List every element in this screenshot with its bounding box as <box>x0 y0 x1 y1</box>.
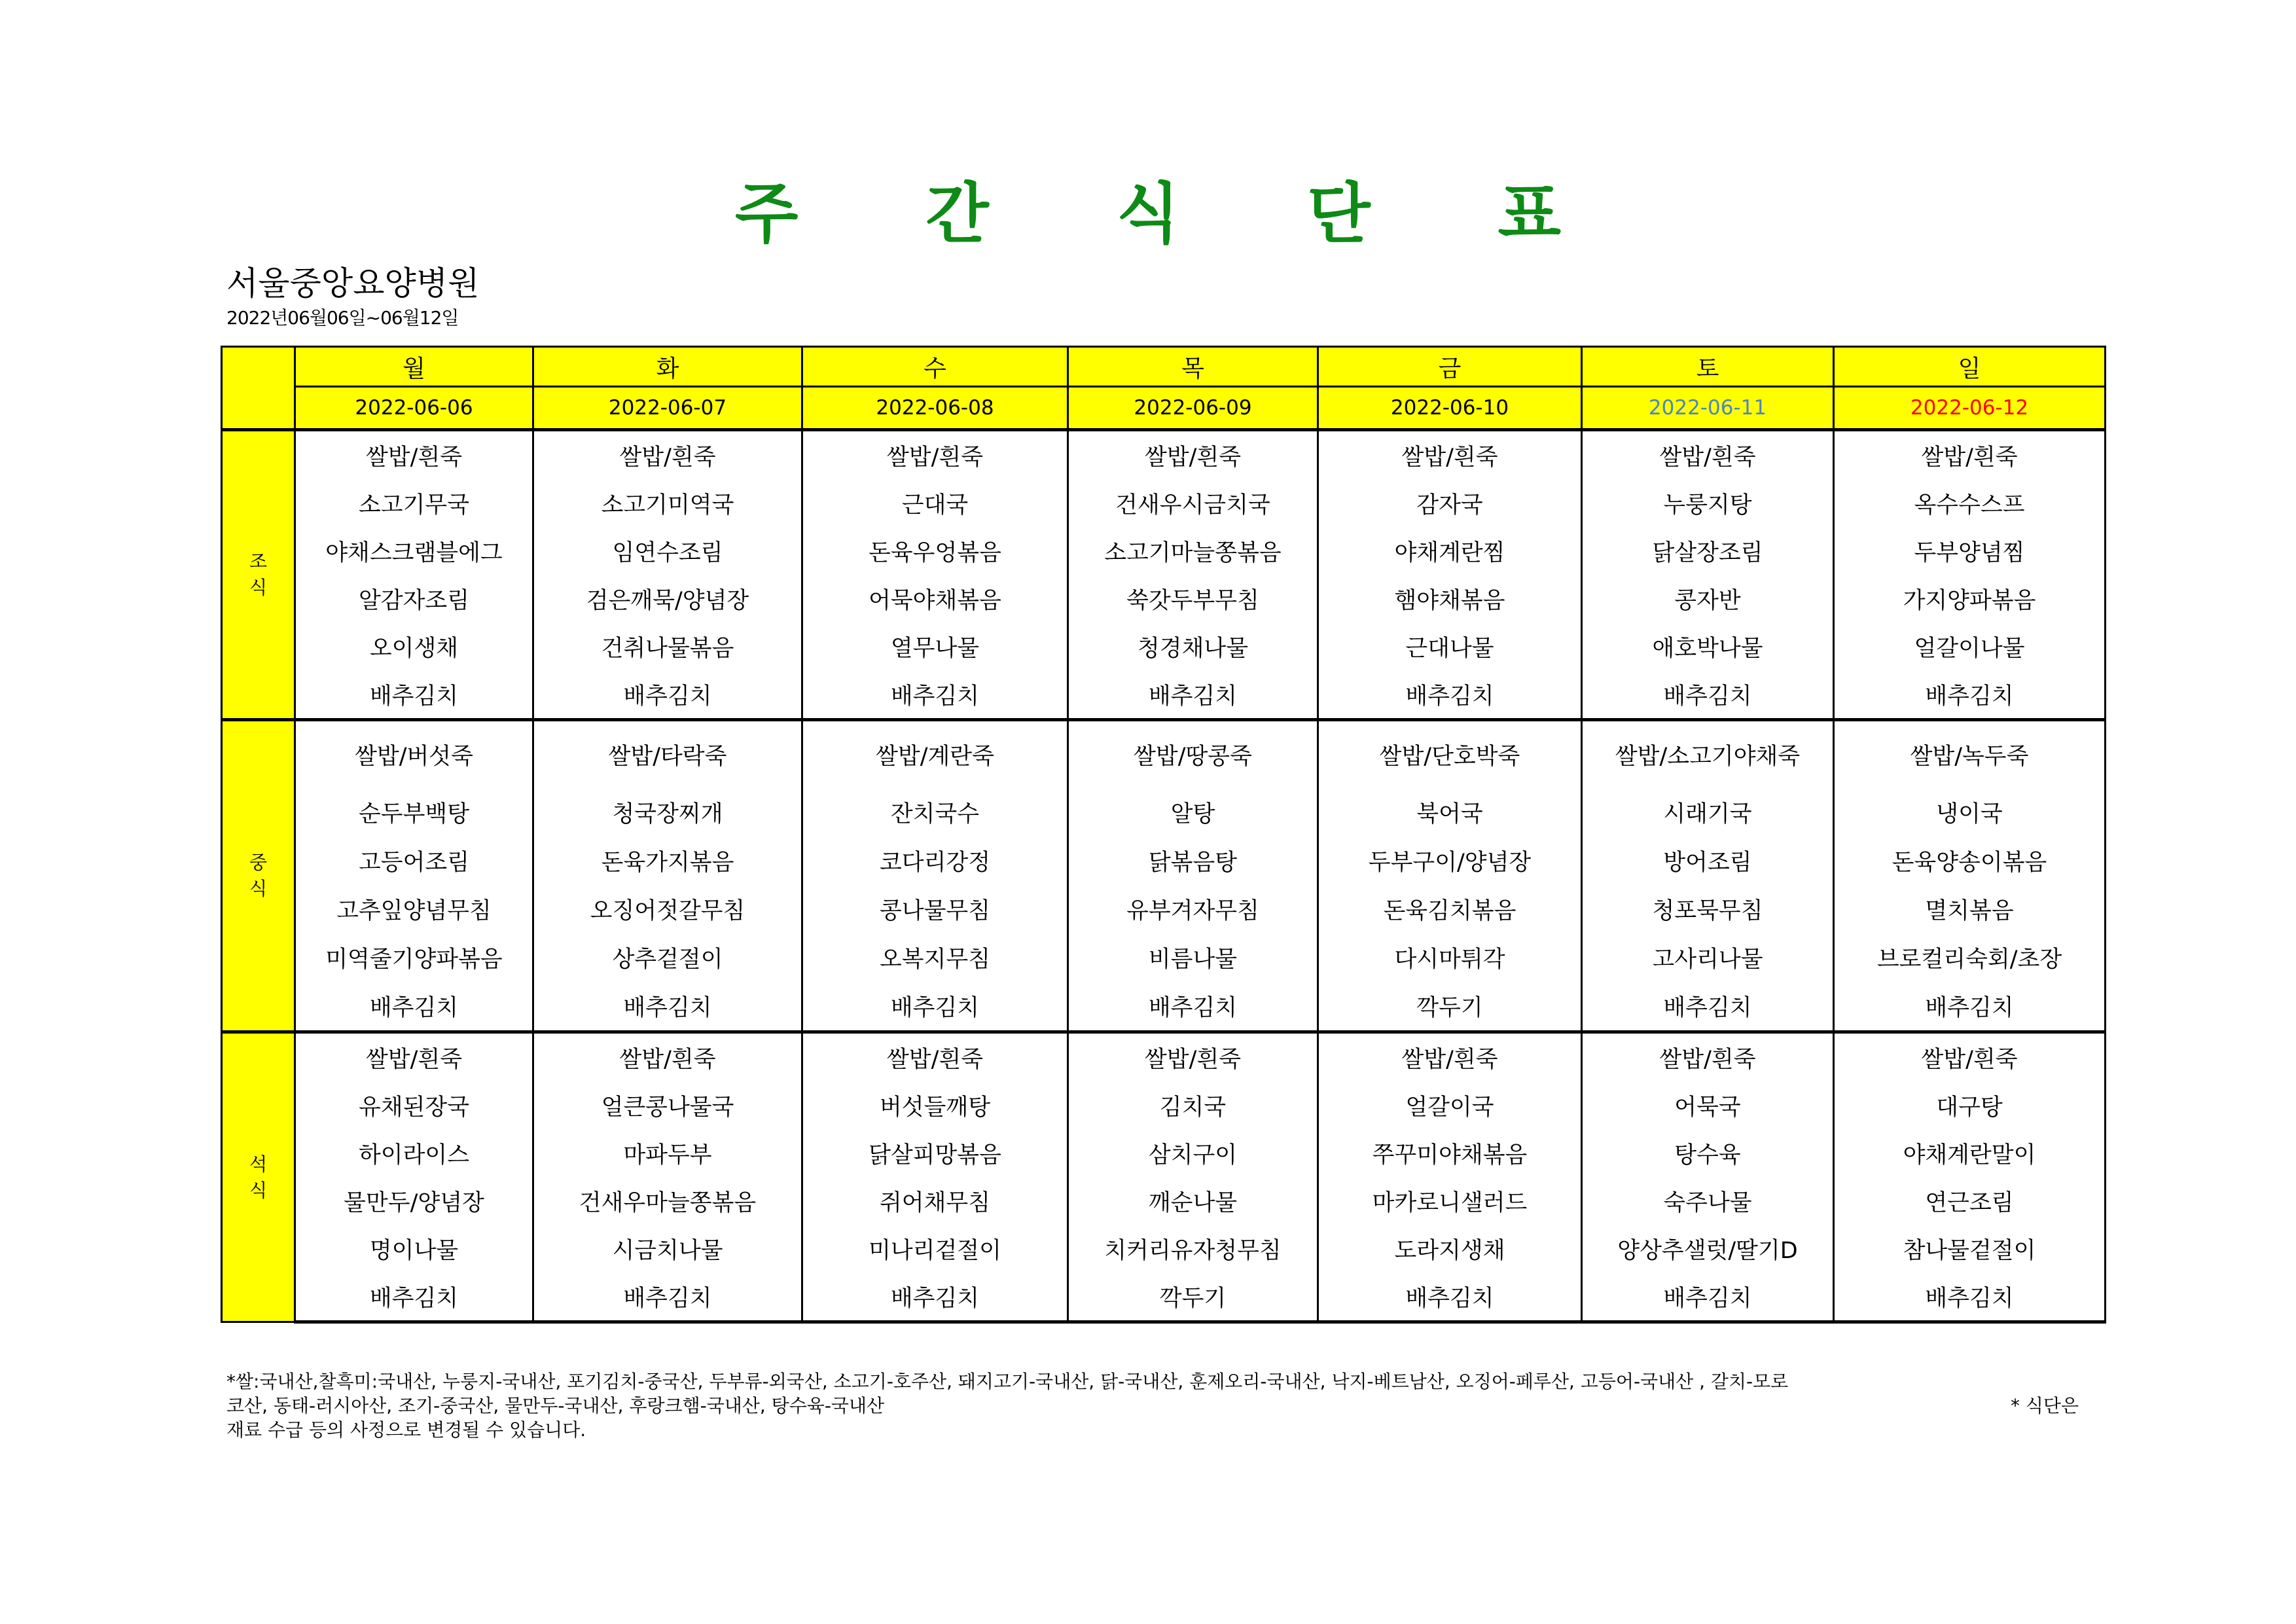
footnote-text-1: *쌀:국내산,찰흑미:국내산, 누룽지-국내산, 포기김치-중국산, 두부류-외국산, 소고기-호주산, 돼지고기-국내산, 닭-국내산, 훈제오리-국내산, 낙지-베트남산, 오징어-페루산, 고등어-국내산 , 갈치-모로 <box>226 1371 1789 1392</box>
origin-footnote <box>226 1369 2079 1442</box>
footnote-line-2 <box>226 1394 2079 1418</box>
menu-item: 야채스크램블에그 <box>295 527 533 575</box>
menu-item: 배추김치 <box>1834 670 2106 720</box>
breakfast-row <box>222 623 2106 670</box>
day-header-row <box>222 347 2106 387</box>
date-header-row <box>222 387 2106 430</box>
menu-item: 돈육우엉볶음 <box>802 527 1068 575</box>
menu-item: 배추김치 <box>1582 982 1834 1032</box>
date-tue: 2022-06-07 <box>533 387 802 430</box>
date-mon: 2022-06-06 <box>295 387 533 430</box>
breakfast-row <box>222 575 2106 623</box>
menu-item: 배추김치 <box>1318 670 1582 720</box>
lunch-row <box>222 788 2106 837</box>
menu-item: 쌀밥/흰죽 <box>1068 1032 1318 1082</box>
menu-item: 배추김치 <box>1068 982 1318 1032</box>
menu-item: 쌀밥/계란죽 <box>802 720 1068 789</box>
menu-item: 쥐어채무침 <box>802 1177 1068 1225</box>
day-header-sat: 토 <box>1582 347 1834 387</box>
date-sat: 2022-06-11 <box>1582 387 1834 430</box>
menu-item: 두부구이/양념장 <box>1318 837 1582 885</box>
menu-item: 쌀밥/흰죽 <box>1318 430 1582 480</box>
menu-item: 유부겨자무침 <box>1068 885 1318 933</box>
menu-item: 쌀밥/단호박죽 <box>1318 720 1582 789</box>
day-header-thu: 목 <box>1068 347 1318 387</box>
dinner-row <box>222 1225 2106 1272</box>
breakfast-row <box>222 527 2106 575</box>
date-wed: 2022-06-08 <box>802 387 1068 430</box>
menu-item: 쌀밥/땅콩죽 <box>1068 720 1318 789</box>
menu-item: 고사리나물 <box>1582 933 1834 982</box>
menu-item: 닭살피망볶음 <box>802 1129 1068 1177</box>
menu-item: 닭살장조림 <box>1582 527 1834 575</box>
menu-item: 쌀밥/흰죽 <box>1834 1032 2106 1082</box>
menu-item: 쌀밥/흰죽 <box>802 1032 1068 1082</box>
menu-item: 돈육양송이볶음 <box>1834 837 2106 885</box>
dinner-label <box>222 1032 295 1322</box>
menu-item: 두부양념찜 <box>1834 527 2106 575</box>
menu-item: 쌀밥/흰죽 <box>533 430 802 480</box>
menu-item: 얼큰콩나물국 <box>533 1081 802 1129</box>
meal-label-char: 조 <box>249 550 268 572</box>
lunch-row <box>222 885 2106 933</box>
menu-item: 깨순나물 <box>1068 1177 1318 1225</box>
menu-item: 미역줄기양파볶음 <box>295 933 533 982</box>
menu-item: 배추김치 <box>533 982 802 1032</box>
date-thu: 2022-06-09 <box>1068 387 1318 430</box>
menu-item: 김치국 <box>1068 1081 1318 1129</box>
menu-item: 쌀밥/흰죽 <box>533 1032 802 1082</box>
menu-item: 다시마튀각 <box>1318 933 1582 982</box>
menu-item: 배추김치 <box>533 1272 802 1322</box>
meal-label-char: 식 <box>249 878 268 899</box>
menu-item: 배추김치 <box>1068 670 1318 720</box>
menu-body <box>222 347 2106 1322</box>
date-sun: 2022-06-12 <box>1834 387 2106 430</box>
day-header-tue: 화 <box>533 347 802 387</box>
menu-item: 물만두/양념장 <box>295 1177 533 1225</box>
menu-item: 비름나물 <box>1068 933 1318 982</box>
breakfast-row <box>222 430 2106 480</box>
menu-item: 쭈꾸미야채볶음 <box>1318 1129 1582 1177</box>
menu-item: 배추김치 <box>295 670 533 720</box>
menu-item: 배추김치 <box>295 982 533 1032</box>
menu-item: 야채계란찜 <box>1318 527 1582 575</box>
menu-item: 청경채나물 <box>1068 623 1318 670</box>
menu-item: 멸치볶음 <box>1834 885 2106 933</box>
menu-item: 소고기미역국 <box>533 479 802 527</box>
menu-item: 숙주나물 <box>1582 1177 1834 1225</box>
menu-item: 버섯들깨탕 <box>802 1081 1068 1129</box>
menu-item: 순두부백탕 <box>295 788 533 837</box>
lunch-row <box>222 720 2106 789</box>
breakfast-row <box>222 479 2106 527</box>
meal-label-char: 식 <box>249 1179 268 1201</box>
footnote-text-3: 재료 수급 등의 사정으로 변경될 수 있습니다. <box>226 1419 586 1441</box>
menu-item: 건새우마늘쫑볶음 <box>533 1177 802 1225</box>
menu-item: 삼치구이 <box>1068 1129 1318 1177</box>
menu-item: 얼갈이나물 <box>1834 623 2106 670</box>
menu-item: 배추김치 <box>1582 1272 1834 1322</box>
breakfast-row <box>222 670 2106 720</box>
menu-item: 배추김치 <box>1318 1272 1582 1322</box>
menu-item: 쌀밥/흰죽 <box>1582 1032 1834 1082</box>
menu-item: 고등어조림 <box>295 837 533 885</box>
day-header-sun: 일 <box>1834 347 2106 387</box>
day-header-fri: 금 <box>1318 347 1582 387</box>
day-header-wed: 수 <box>802 347 1068 387</box>
corner-cell <box>222 347 295 430</box>
menu-item: 배추김치 <box>533 670 802 720</box>
menu-item: 오복지무침 <box>802 933 1068 982</box>
menu-item: 상추겉절이 <box>533 933 802 982</box>
menu-item: 청포묵무침 <box>1582 885 1834 933</box>
menu-item: 햄야채볶음 <box>1318 575 1582 623</box>
meal-label-char: 식 <box>249 577 268 598</box>
menu-item: 마파두부 <box>533 1129 802 1177</box>
menu-item: 쌀밥/녹두죽 <box>1834 720 2106 789</box>
menu-item: 청국장찌개 <box>533 788 802 837</box>
day-header-mon: 월 <box>295 347 533 387</box>
menu-item: 양상추샐럿/딸기D <box>1582 1225 1834 1272</box>
weekly-menu-table <box>221 346 2106 1324</box>
menu-item: 알감자조림 <box>295 575 533 623</box>
menu-item: 고추잎양념무침 <box>295 885 533 933</box>
menu-item: 알탕 <box>1068 788 1318 837</box>
menu-item: 냉이국 <box>1834 788 2106 837</box>
menu-item: 쌀밥/소고기야채죽 <box>1582 720 1834 789</box>
lunch-label <box>222 720 295 1032</box>
menu-item: 콩자반 <box>1582 575 1834 623</box>
menu-item: 쌀밥/흰죽 <box>295 430 533 480</box>
menu-item: 애호박나물 <box>1582 623 1834 670</box>
menu-item: 배추김치 <box>1582 670 1834 720</box>
menu-item: 쌀밥/타락죽 <box>533 720 802 789</box>
menu-item: 배추김치 <box>802 982 1068 1032</box>
dinner-row <box>222 1272 2106 1322</box>
menu-item: 쌀밥/흰죽 <box>1318 1032 1582 1082</box>
menu-item: 배추김치 <box>1834 982 2106 1032</box>
menu-item: 깍두기 <box>1068 1272 1318 1322</box>
menu-item: 소고기무국 <box>295 479 533 527</box>
menu-item: 대구탕 <box>1834 1081 2106 1129</box>
dinner-row <box>222 1081 2106 1129</box>
menu-item: 유채된장국 <box>295 1081 533 1129</box>
menu-item: 임연수조림 <box>533 527 802 575</box>
meal-label-char: 석 <box>249 1153 268 1175</box>
menu-item: 돈육김치볶음 <box>1318 885 1582 933</box>
menu-item: 탕수육 <box>1582 1129 1834 1177</box>
dinner-row <box>222 1032 2106 1082</box>
menu-item: 방어조림 <box>1582 837 1834 885</box>
menu-item: 야채계란말이 <box>1834 1129 2106 1177</box>
footnote-notice-start: * 식단은 <box>2010 1395 2079 1416</box>
hospital-name: 서울중앙요양병원 <box>226 264 480 302</box>
lunch-row <box>222 933 2106 982</box>
menu-item: 쌀밥/흰죽 <box>295 1032 533 1082</box>
menu-item: 쌀밥/흰죽 <box>1582 430 1834 480</box>
menu-item: 어묵야채볶음 <box>802 575 1068 623</box>
menu-item: 감자국 <box>1318 479 1582 527</box>
meal-label-char: 중 <box>249 852 268 873</box>
menu-item: 어묵국 <box>1582 1081 1834 1129</box>
menu-period: 2022년06월06일~06월12일 <box>226 307 459 329</box>
menu-item: 얼갈이국 <box>1318 1081 1582 1129</box>
lunch-row <box>222 837 2106 885</box>
menu-item: 명이나물 <box>295 1225 533 1272</box>
menu-item: 옥수수스프 <box>1834 479 2106 527</box>
menu-item: 누룽지탕 <box>1582 479 1834 527</box>
menu-item: 쌀밥/흰죽 <box>1834 430 2106 480</box>
menu-item: 근대나물 <box>1318 623 1582 670</box>
menu-item: 콩나물무침 <box>802 885 1068 933</box>
menu-item: 건취나물볶음 <box>533 623 802 670</box>
menu-item: 쌀밥/흰죽 <box>802 430 1068 480</box>
menu-item: 브로컬리숙회/초장 <box>1834 933 2106 982</box>
menu-item: 배추김치 <box>295 1272 533 1322</box>
footnote-text-2: 코산, 동태-러시아산, 조기-중국산, 물만두-국내산, 후랑크햄-국내산, 탕수육-국내산 <box>226 1395 885 1416</box>
lunch-row <box>222 982 2106 1032</box>
menu-item: 깍두기 <box>1318 982 1582 1032</box>
date-fri: 2022-06-10 <box>1318 387 1582 430</box>
dinner-row <box>222 1129 2106 1177</box>
breakfast-label <box>222 430 295 720</box>
menu-item: 오징어젓갈무침 <box>533 885 802 933</box>
menu-item: 하이라이스 <box>295 1129 533 1177</box>
menu-item: 소고기마늘쫑볶음 <box>1068 527 1318 575</box>
footnote-line-1 <box>226 1369 2079 1394</box>
menu-item: 미나리겉절이 <box>802 1225 1068 1272</box>
menu-item: 쌀밥/흰죽 <box>1068 430 1318 480</box>
menu-item: 도라지생채 <box>1318 1225 1582 1272</box>
menu-item: 참나물겉절이 <box>1834 1225 2106 1272</box>
menu-item: 잔치국수 <box>802 788 1068 837</box>
menu-item: 배추김치 <box>802 1272 1068 1322</box>
menu-item: 돈육가지볶음 <box>533 837 802 885</box>
menu-item: 시금치나물 <box>533 1225 802 1272</box>
menu-item: 건새우시금치국 <box>1068 479 1318 527</box>
menu-item: 치커리유자청무침 <box>1068 1225 1318 1272</box>
menu-item: 쑥갓두부무침 <box>1068 575 1318 623</box>
menu-item: 배추김치 <box>1834 1272 2106 1322</box>
menu-item: 연근조림 <box>1834 1177 2106 1225</box>
footnote-line-3 <box>226 1418 2079 1442</box>
menu-item: 북어국 <box>1318 788 1582 837</box>
menu-item: 마카로니샐러드 <box>1318 1177 1582 1225</box>
dinner-row <box>222 1177 2106 1225</box>
page-title: 주 간 식 단 표 <box>734 175 1614 252</box>
menu-item: 쌀밥/버섯죽 <box>295 720 533 789</box>
menu-item: 코다리강정 <box>802 837 1068 885</box>
menu-item: 시래기국 <box>1582 788 1834 837</box>
menu-item: 닭볶음탕 <box>1068 837 1318 885</box>
menu-item: 근대국 <box>802 479 1068 527</box>
menu-item: 검은깨묵/양념장 <box>533 575 802 623</box>
menu-item: 열무나물 <box>802 623 1068 670</box>
menu-item: 오이생채 <box>295 623 533 670</box>
menu-item: 배추김치 <box>802 670 1068 720</box>
menu-item: 가지양파볶음 <box>1834 575 2106 623</box>
